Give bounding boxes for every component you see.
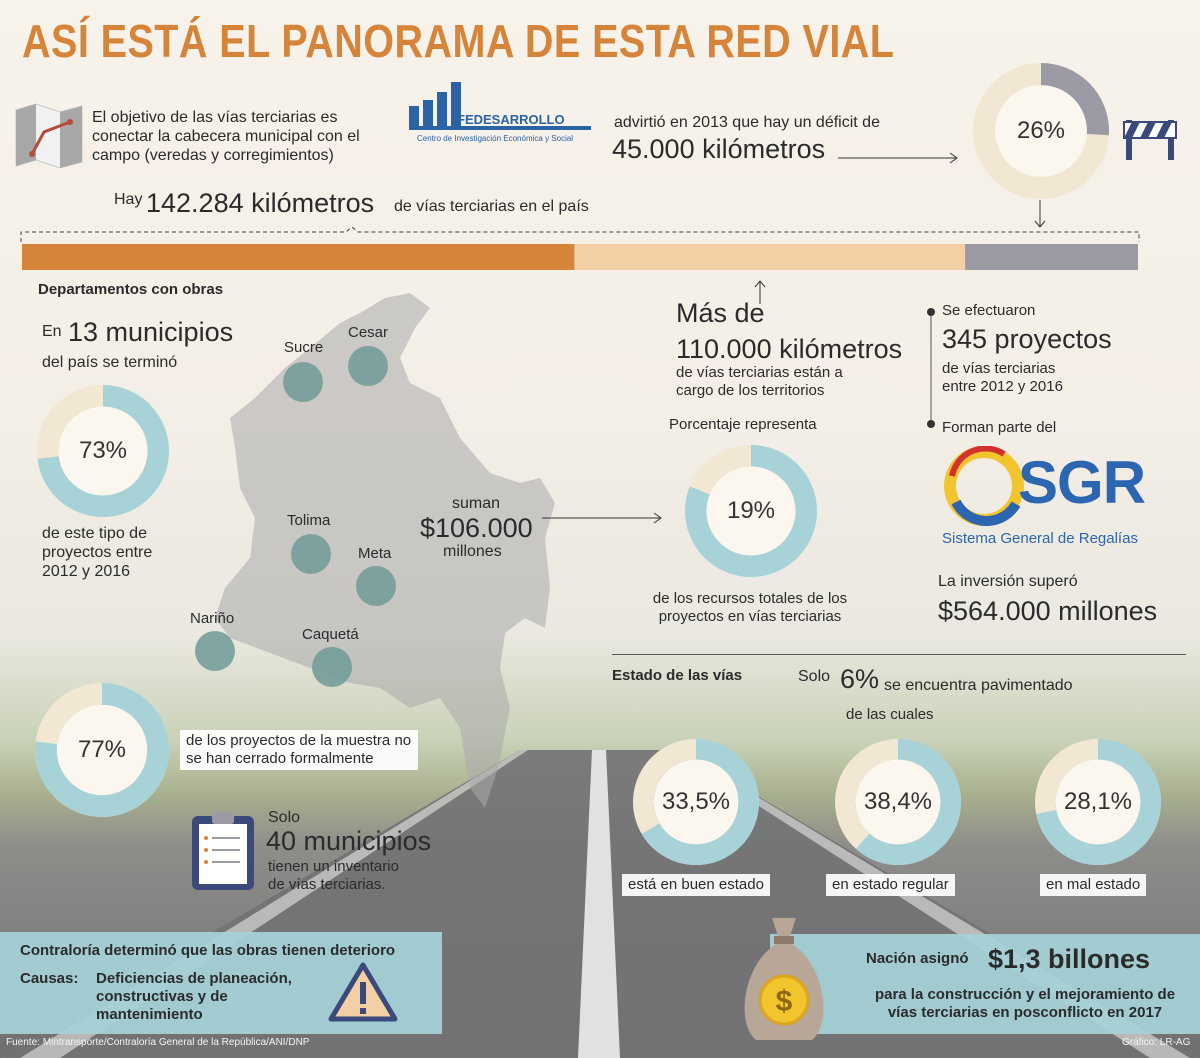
estado-solo: Solo (798, 668, 831, 685)
deficit-warning: advirtió en 2013 que hay un déficit de (614, 114, 880, 131)
timeline-line (925, 306, 937, 430)
dept-cesar-marker (348, 346, 388, 386)
dept-cesar: Cesar (348, 324, 389, 341)
total-suffix: de vías terciarias en el país (394, 198, 589, 215)
estado-heading: Estado de las vías (612, 667, 743, 684)
mal-estado-label: en mal estado (1040, 874, 1146, 896)
km-bar-segment-1 (574, 244, 965, 270)
total-prefix: Hay (114, 191, 143, 208)
map-route-icon (14, 102, 84, 168)
nacion-amount: $1,3 billones (988, 944, 1151, 974)
inventario-desc: tienen un inventario de vías terciarias. (268, 858, 399, 893)
svg-text:$: $ (775, 985, 793, 1018)
inversion-label: La inversión superó (938, 573, 1078, 590)
divider (612, 654, 1186, 655)
clipboard-icon (190, 810, 256, 892)
inversion-amount: $564.000 millones (938, 596, 1158, 626)
km-bar (20, 224, 1140, 274)
estado-pavimentado: se encuentra pavimentado (884, 677, 1073, 694)
not-closed-desc: de los proyectos de la muestra no se han cerrado formalmente (180, 730, 418, 770)
causas-label: Causas: (20, 970, 79, 987)
contraloria-panel (0, 932, 442, 1034)
km-bar-segment-0 (22, 244, 574, 270)
contraloria-title: Contraloría determinó que las obras tienen deterioro (20, 942, 396, 959)
completed-ring: 73% (36, 384, 170, 518)
dept-sucre: Sucre (284, 339, 324, 356)
buen-estado-label: está en buen estado (622, 874, 770, 896)
road-barrier-icon (1122, 114, 1178, 160)
dept-tolima: Tolima (287, 512, 331, 529)
proyectos-desc: de vías terciarias entre 2012 y 2016 (942, 360, 1063, 395)
completed-desc: de este tipo de proyectos entre 2012 y 2016 (42, 525, 153, 580)
dept-narino-marker (195, 631, 235, 671)
inventario-solo: Solo (268, 809, 301, 826)
credit-text: Gráfico: LR-AG (1122, 1037, 1191, 1048)
territorios-desc: de vías terciarias están a cargo de los territorios (676, 364, 843, 399)
suman-unit: millones (443, 543, 502, 560)
resources-ring: 19% (684, 444, 818, 578)
dept-caqueta: Caquetá (302, 626, 359, 643)
municipios-count: 13 municipios (68, 317, 234, 347)
nacion-desc: para la construcción y el mejoramiento de vías terciarias en posconflicto en 2017 (874, 986, 1176, 1021)
km-bar-segment-2 (965, 244, 1138, 270)
departamentos-heading: Departamentos con obras (38, 281, 224, 298)
warning-icon (328, 962, 398, 1022)
buen-estado-ring: 33,5% (632, 738, 760, 866)
objective-text: El objetivo de las vías terciarias es conectar la cabecera municipal con el campo (veredas y corregimientos) (92, 109, 360, 164)
dept-meta: Meta (358, 545, 392, 562)
inventario-count: 40 municipios (266, 826, 432, 856)
efectuaron-label: Se efectuaron (942, 302, 1036, 319)
porcentaje-label: Porcentaje representa (669, 416, 817, 433)
resources-desc: de los recursos totales de los proyectos en vías terciarias (652, 590, 848, 625)
not-closed-ring: 77% (34, 682, 170, 818)
regular-ring: 38,4% (834, 738, 962, 866)
source-text: Fuente: Mintransporte/Contraloría General de la República/ANI/DNP (6, 1037, 310, 1048)
arrow-right-icon (838, 150, 962, 166)
mal-estado-ring: 28,1% (1034, 738, 1162, 866)
deficit-ring: 26% (972, 62, 1110, 200)
dept-sucre-marker (283, 362, 323, 402)
dept-tolima-marker (291, 534, 331, 574)
deficit-km: 45.000 kilómetros (612, 134, 826, 164)
suman-label: suman (452, 495, 501, 512)
nacion-asigno: Nación asignó (866, 950, 969, 967)
total-km: 142.284 kilómetros (146, 188, 375, 218)
dept-narino: Nariño (190, 610, 235, 627)
causas-desc: Deficiencias de planeación, constructivas y de mantenimiento (96, 970, 292, 1023)
proyectos-count: 345 proyectos (942, 324, 1112, 354)
en-label: En (42, 323, 62, 340)
nacion-panel (770, 934, 1200, 1034)
estado-de-las-cuales: de las cuales (846, 706, 934, 723)
territorios-km: 110.000 kilómetros (676, 334, 903, 364)
forman-label: Forman parte del (942, 419, 1057, 436)
termino-label: del país se terminó (42, 354, 178, 371)
regular-label: en estado regular (826, 874, 955, 896)
page-title: ASÍ ESTÁ EL PANORAMA DE ESTA RED VIAL (22, 15, 895, 67)
dept-caqueta-marker (312, 647, 352, 687)
arrow-right-icon-2 (542, 510, 666, 526)
fedesarrollo-logo: FEDESARROLLO Centro de Investigación Económica y Social (407, 70, 591, 150)
sgr-logo: SGR Sistema General de Regalías (942, 449, 1146, 547)
dept-meta-marker (356, 566, 396, 606)
mas-de-label: Más de (676, 298, 765, 328)
money-bag-icon (736, 914, 832, 1046)
suman-amount: $106.000 (420, 513, 533, 543)
estado-pct: 6% (840, 664, 880, 694)
